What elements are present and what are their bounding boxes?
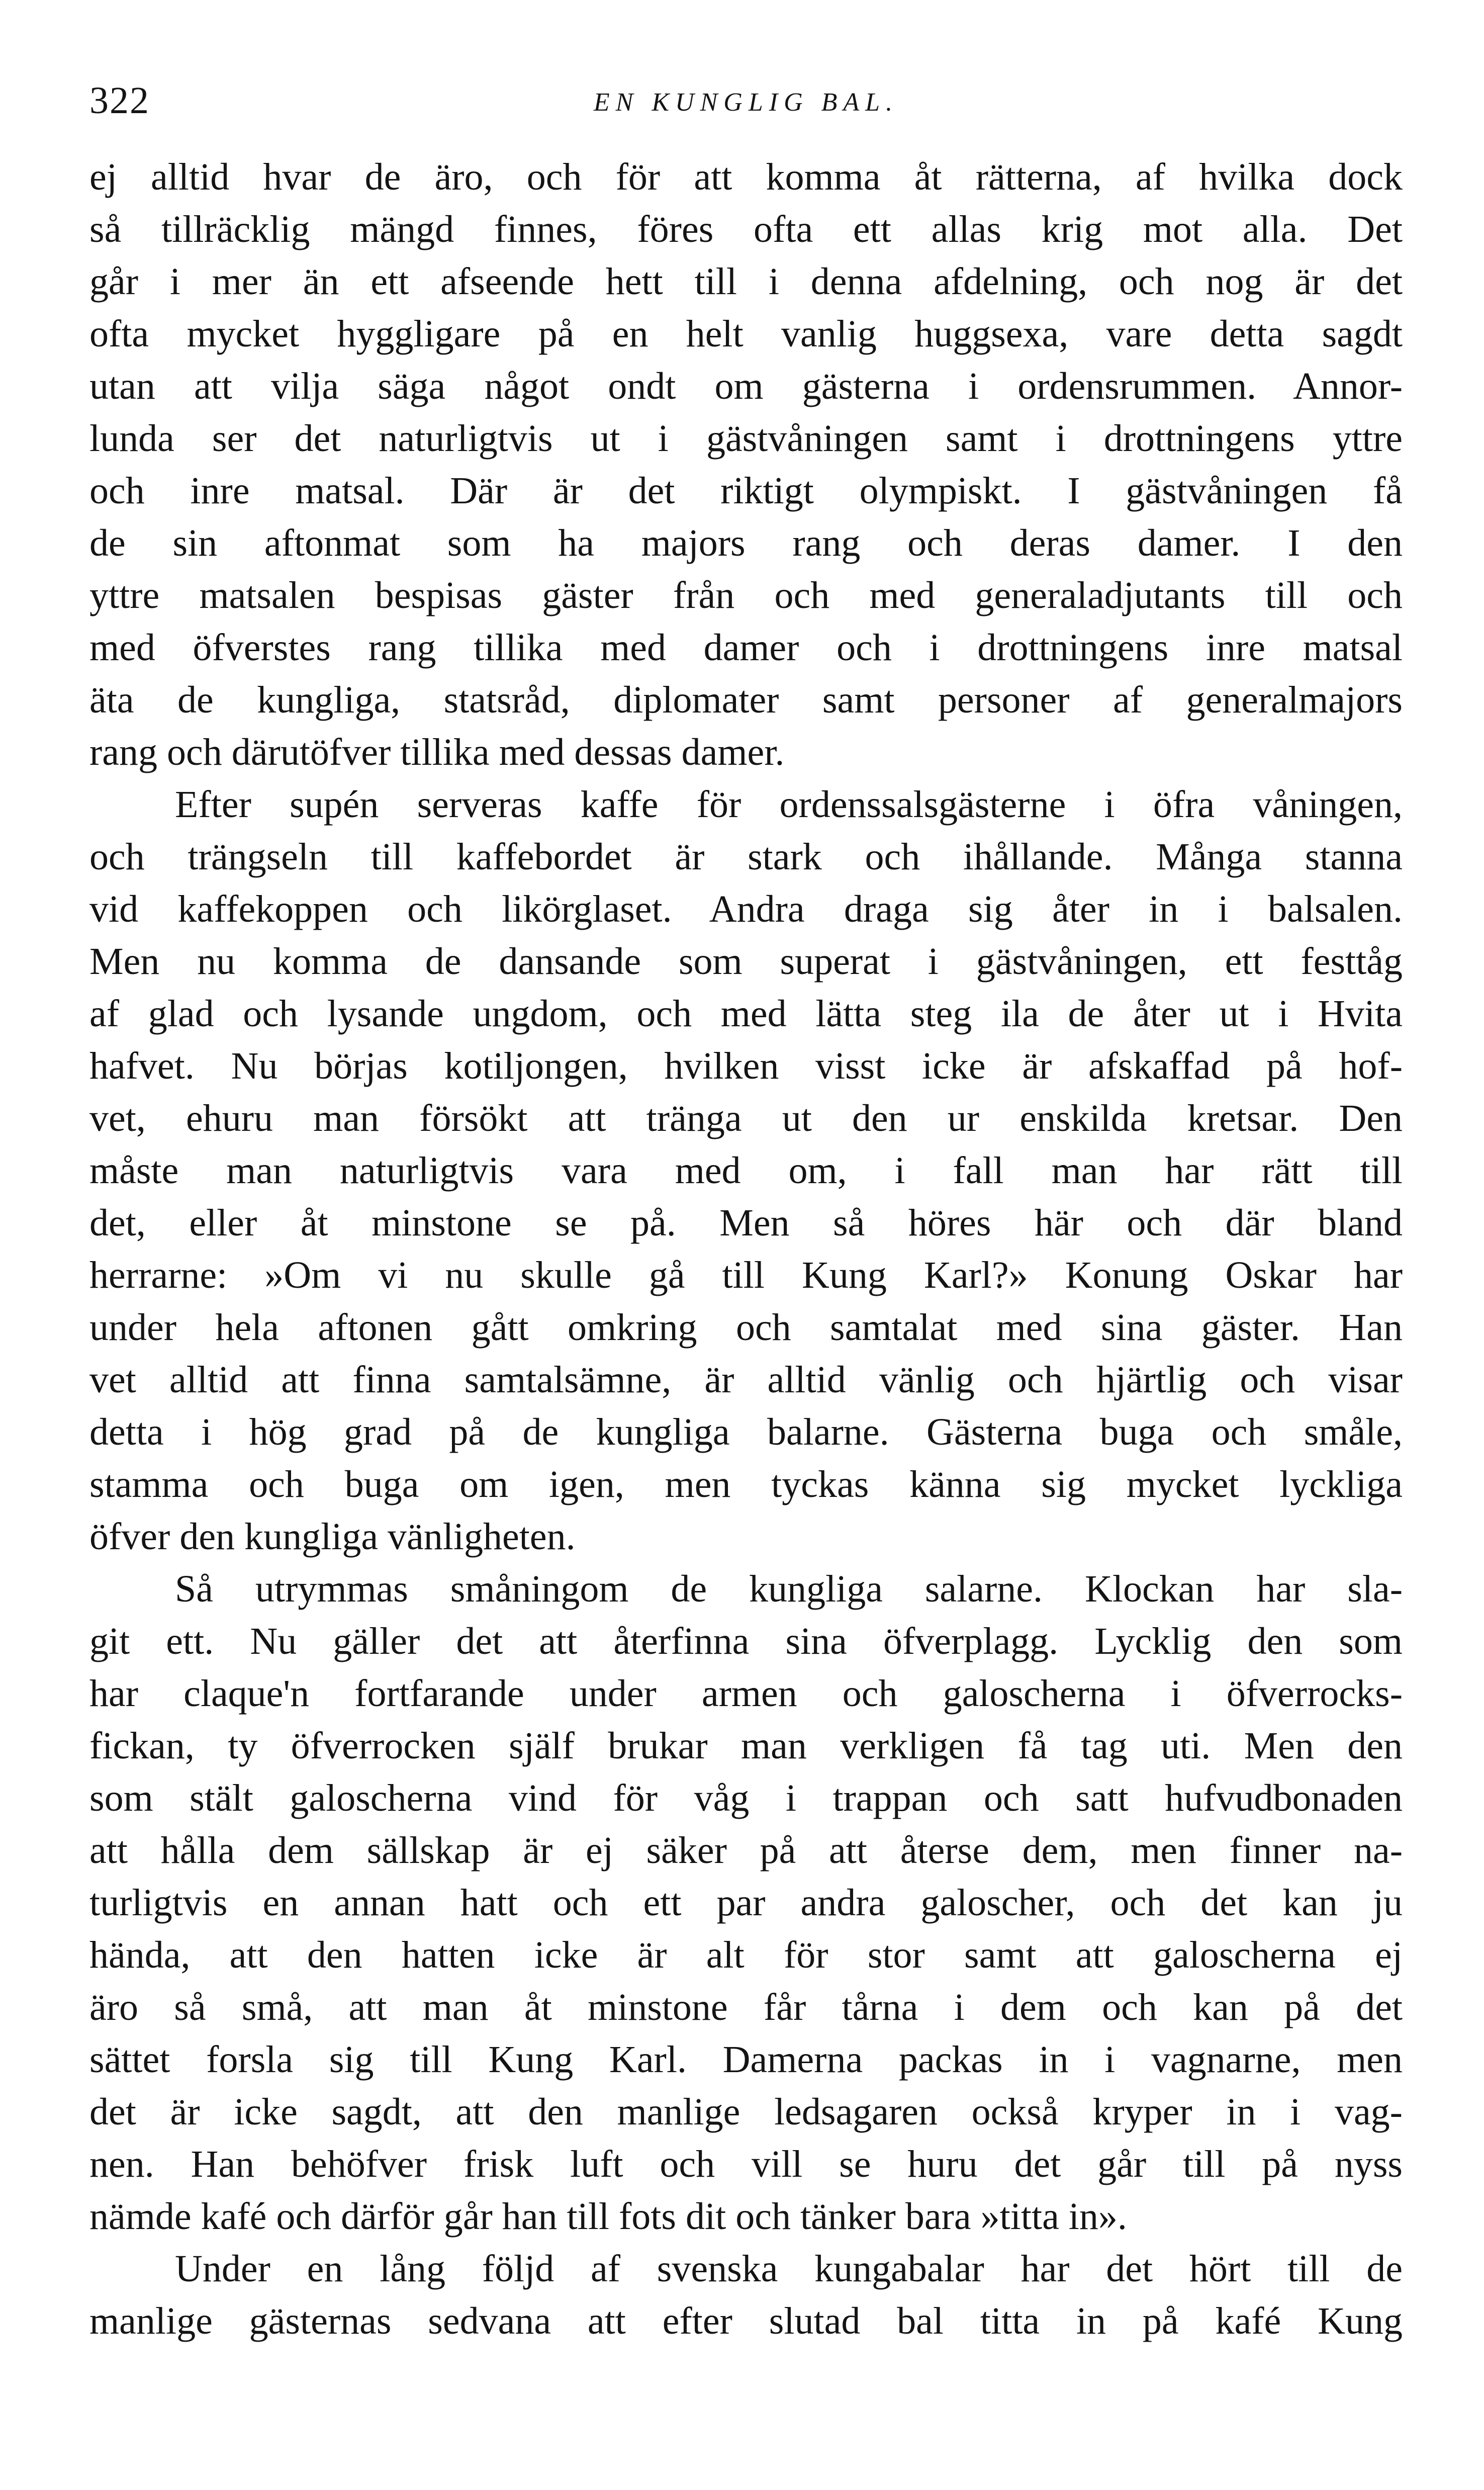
text-line: de sin aftonmat som ha majors rang och deras damer. I den (89, 522, 1403, 564)
text-line: hafvet. Nu börjas kotiljongen, hvilken visst icke är afskaffad på hof- (89, 1045, 1403, 1087)
text-line: vet alltid att finna samtalsämne, är alltid vänlig och hjärtlig och visar (89, 1359, 1403, 1401)
text-line: med öfverstes rang tillika med damer och i drottningens inre matsal (89, 627, 1403, 669)
text-line: äta de kungliga, statsråd, diplomater samt personer af generalmajors (89, 679, 1403, 721)
text-line: detta i hög grad på de kungliga balarne. Gästerna buga och småle, (89, 1411, 1403, 1453)
text-line: det är icke sagdt, att den manlige ledsagaren också kryper in i vag- (89, 2091, 1403, 2133)
paragraph (89, 778, 1403, 1563)
text-line: herrarne: »Om vi nu skulle gå till Kung Karl?» Konung Oskar har (89, 1254, 1403, 1296)
text-line: fickan, ty öfverrocken själf brukar man verkligen få tag uti. Men den (89, 1725, 1403, 1767)
text-line: yttre matsalen bespisas gäster från och med generaladjutants till och (89, 574, 1403, 616)
text-line: sättet forsla sig till Kung Karl. Damerna packas in i vagnarne, men (89, 2038, 1403, 2081)
text-line: det, eller åt minstone se på. Men så höres här och där bland (89, 1202, 1403, 1244)
text-line: Men nu komma de dansande som superat i gästvåningen, ett festtåg (89, 940, 1403, 983)
text-line: hända, att den hatten icke är alt för stor samt att galoscherna ej (89, 1934, 1403, 1976)
paragraph (89, 1563, 1403, 2243)
paragraph (89, 2243, 1403, 2347)
text-line: turligtvis en annan hatt och ett par andra galoscher, och det kan ju (89, 1882, 1403, 1924)
text-line: utan att vilja säga något ondt om gästerna i ordensrummen. Annor- (89, 365, 1403, 407)
text-line: Efter supén serveras kaffe för ordenssalsgästerne i öfra våningen, (175, 783, 1403, 826)
text-line: nen. Han behöfver frisk luft och vill se huru det går till på nyss (89, 2143, 1403, 2185)
text-line: nämde kafé och därför går han till fots dit och tänker bara »titta in». (89, 2195, 1127, 2238)
page-header (89, 75, 1403, 136)
text-line: ofta mycket hyggligare på en helt vanlig huggsexa, vare detta sagdt (89, 313, 1403, 355)
text-line: git ett. Nu gäller det att återfinna sina öfverplagg. Lycklig den som (89, 1620, 1403, 1662)
page-number: 322 (89, 79, 150, 122)
paragraph (89, 151, 1403, 778)
text-line: ej alltid hvar de äro, och för att komma åt rätterna, af hvilka dock (89, 156, 1403, 198)
text-line: vet, ehuru man försökt att tränga ut den ur enskilda kretsar. Den (89, 1097, 1403, 1139)
text-line: stamma och buga om igen, men tyckas känna sig mycket lyckliga (89, 1463, 1403, 1505)
text-line: manlige gästernas sedvana att efter slutad bal titta in på kafé Kung (89, 2300, 1403, 2342)
text-line: under hela aftonen gått omkring och samtalat med sina gäster. Han (89, 1306, 1403, 1349)
text-line: och trängseln till kaffebordet är stark och ihållande. Många stanna (89, 836, 1403, 878)
text-line: Under en lång följd af svenska kungabalar har det hört till de (175, 2248, 1403, 2290)
body-text (89, 151, 1403, 2347)
text-line: att hålla dem sällskap är ej säker på att återse dem, men finner na- (89, 1829, 1403, 1872)
text-line: äro så små, att man åt minstone får tårna i dem och kan på det (89, 1986, 1403, 2028)
text-line: Så utrymmas småningom de kungliga salarne. Klockan har sla- (175, 1568, 1403, 1610)
text-line: rang och därutöfver tillika med dessas damer. (89, 731, 785, 773)
text-line: som stält galoscherna vind för våg i trappan och satt hufvudbonaden (89, 1777, 1403, 1819)
text-line: af glad och lysande ungdom, och med lätta steg ila de åter ut i Hvita (89, 993, 1403, 1035)
text-line: öfver den kungliga vänligheten. (89, 1516, 576, 1558)
text-line: måste man naturligtvis vara med om, i fall man har rätt till (89, 1149, 1403, 1192)
text-line: så tillräcklig mängd finnes, föres ofta ett allas krig mot alla. Det (89, 208, 1403, 250)
text-line: har claque'n fortfarande under armen och galoscherna i öfverrocks- (89, 1672, 1403, 1715)
text-line: och inre matsal. Där är det riktigt olympiskt. I gästvåningen få (89, 470, 1403, 512)
text-line: går i mer än ett afseende hett till i denna afdelning, och nog är det (89, 260, 1403, 303)
text-line: vid kaffekoppen och likörglaset. Andra draga sig åter in i balsalen. (89, 888, 1403, 930)
text-line: lunda ser det naturligtvis ut i gästvåningen samt i drottningens yttre (89, 417, 1403, 460)
running-title: EN KUNGLIG BAL. (593, 88, 899, 117)
